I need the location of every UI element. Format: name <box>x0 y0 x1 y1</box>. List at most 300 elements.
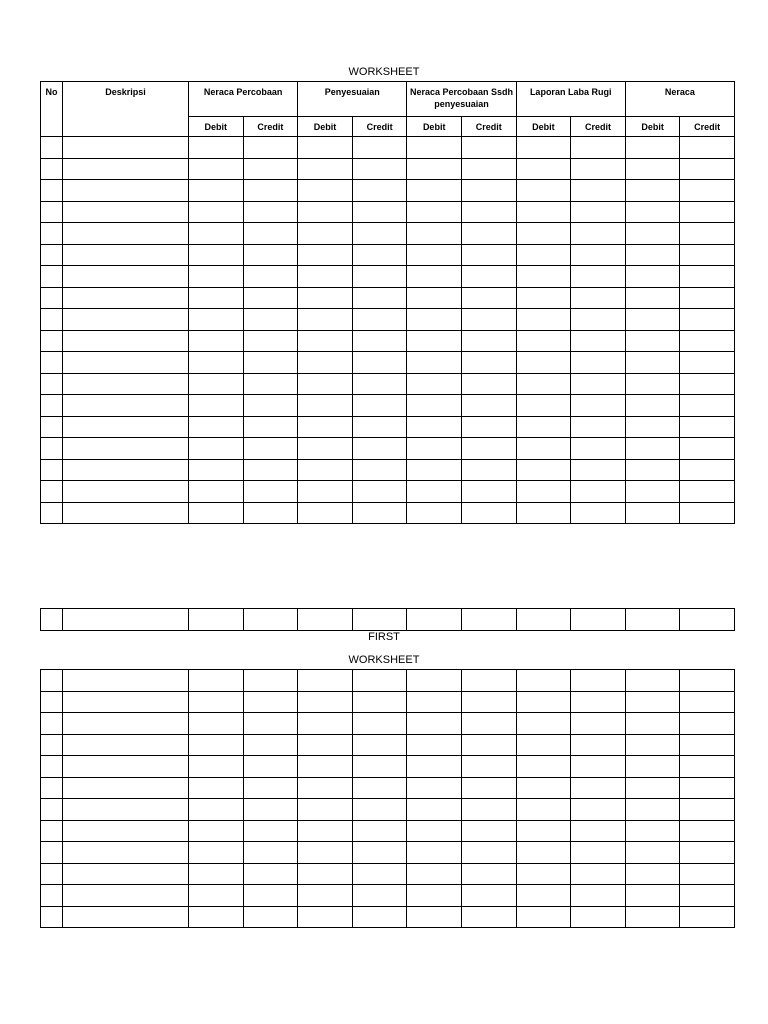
table-cell <box>571 223 626 245</box>
table-cell <box>63 734 189 756</box>
table-cell <box>461 609 516 631</box>
header-penyesuaian: Penyesuaian <box>298 82 407 117</box>
table-cell <box>571 906 626 928</box>
table-cell <box>516 670 571 692</box>
table-cell <box>298 502 353 524</box>
table-cell <box>298 395 353 417</box>
table-cell <box>352 609 407 631</box>
table-cell <box>680 799 735 821</box>
table-cell <box>189 842 244 864</box>
table-cell <box>189 670 244 692</box>
table-cell <box>189 777 244 799</box>
table-cell <box>243 734 298 756</box>
table-cell <box>352 459 407 481</box>
table-cell <box>352 734 407 756</box>
table-cell <box>352 266 407 288</box>
table-cell <box>625 799 680 821</box>
table-cell <box>298 777 353 799</box>
table-cell <box>41 670 63 692</box>
table-cell <box>189 820 244 842</box>
table-row <box>41 352 735 374</box>
table-cell <box>189 459 244 481</box>
table-cell <box>571 438 626 460</box>
table-cell <box>407 670 462 692</box>
table-cell <box>407 481 462 503</box>
table-cell <box>243 481 298 503</box>
table-cell <box>571 670 626 692</box>
table-cell <box>407 459 462 481</box>
header-credit: Credit <box>461 117 516 137</box>
table-cell <box>571 180 626 202</box>
table-cell <box>63 373 189 395</box>
table-cell <box>189 244 244 266</box>
table-cell <box>41 481 63 503</box>
table-cell <box>352 223 407 245</box>
table-cell <box>571 713 626 735</box>
table-row <box>41 201 735 223</box>
table-cell <box>680 713 735 735</box>
table-cell <box>461 180 516 202</box>
header-neraca-percobaan-ssdh: Neraca Percobaan Ssdh penyesuaian <box>407 82 516 117</box>
table-cell <box>243 373 298 395</box>
table-cell <box>352 395 407 417</box>
header-debit: Debit <box>516 117 571 137</box>
table-cell <box>516 201 571 223</box>
table-cell <box>571 352 626 374</box>
table-cell <box>625 691 680 713</box>
table-cell <box>41 309 63 331</box>
table-cell <box>41 201 63 223</box>
table-cell <box>625 820 680 842</box>
table-cell <box>63 777 189 799</box>
table-cell <box>571 201 626 223</box>
table-cell <box>625 734 680 756</box>
table-cell <box>571 691 626 713</box>
table-row <box>41 416 735 438</box>
table-cell <box>298 459 353 481</box>
table-cell <box>298 309 353 331</box>
table-cell <box>571 842 626 864</box>
table-cell <box>625 756 680 778</box>
table-cell <box>352 137 407 159</box>
table-row <box>41 459 735 481</box>
table-cell <box>298 201 353 223</box>
table-cell <box>461 352 516 374</box>
table-cell <box>407 287 462 309</box>
table-cell <box>461 416 516 438</box>
table-cell <box>461 691 516 713</box>
table-cell <box>298 863 353 885</box>
worksheet-table-bottom <box>40 669 735 928</box>
table-cell <box>625 459 680 481</box>
table-cell <box>571 330 626 352</box>
table-cell <box>352 481 407 503</box>
table-cell <box>243 756 298 778</box>
table-row <box>41 820 735 842</box>
table-cell <box>407 223 462 245</box>
table-cell <box>189 438 244 460</box>
table-cell <box>189 309 244 331</box>
table-cell <box>41 502 63 524</box>
table-cell <box>243 863 298 885</box>
table-cell <box>189 416 244 438</box>
table-row <box>41 502 735 524</box>
table-cell <box>625 352 680 374</box>
header-debit: Debit <box>298 117 353 137</box>
header-debit: Debit <box>625 117 680 137</box>
table-cell <box>461 395 516 417</box>
table-cell <box>352 691 407 713</box>
table-cell <box>243 842 298 864</box>
table-row <box>41 266 735 288</box>
table-cell <box>41 352 63 374</box>
table-cell <box>243 670 298 692</box>
table-cell <box>571 244 626 266</box>
table-cell <box>352 863 407 885</box>
table-cell <box>625 906 680 928</box>
table-cell <box>516 244 571 266</box>
table-cell <box>571 416 626 438</box>
table-cell <box>243 885 298 907</box>
table-cell <box>571 158 626 180</box>
table-cell <box>407 373 462 395</box>
table-row <box>41 713 735 735</box>
header-neraca-percobaan: Neraca Percobaan <box>189 82 298 117</box>
table-cell <box>407 395 462 417</box>
table-cell <box>189 395 244 417</box>
table-cell <box>461 158 516 180</box>
table-cell <box>571 609 626 631</box>
table-cell <box>41 713 63 735</box>
table-cell <box>243 352 298 374</box>
table-cell <box>407 691 462 713</box>
table-cell <box>625 287 680 309</box>
table-cell <box>407 309 462 331</box>
table-cell <box>625 223 680 245</box>
table-cell <box>352 756 407 778</box>
table-row <box>41 330 735 352</box>
table-cell <box>298 734 353 756</box>
table-row <box>41 287 735 309</box>
table-cell <box>407 799 462 821</box>
table-row <box>41 481 735 503</box>
table-cell <box>461 670 516 692</box>
table-cell <box>63 885 189 907</box>
header-credit: Credit <box>243 117 298 137</box>
table-cell <box>189 734 244 756</box>
table-cell <box>516 180 571 202</box>
table-cell <box>680 670 735 692</box>
table-cell <box>41 756 63 778</box>
table-cell <box>571 287 626 309</box>
table-cell <box>680 842 735 864</box>
table-cell <box>189 906 244 928</box>
table-cell <box>680 244 735 266</box>
table-cell <box>461 713 516 735</box>
table-cell <box>516 481 571 503</box>
table-cell <box>189 201 244 223</box>
table-cell <box>63 244 189 266</box>
table-cell <box>243 799 298 821</box>
table-row <box>41 373 735 395</box>
table-cell <box>243 438 298 460</box>
table-cell <box>298 416 353 438</box>
table-row <box>41 137 735 159</box>
table-cell <box>189 352 244 374</box>
table-cell <box>680 266 735 288</box>
table-cell <box>680 481 735 503</box>
table-cell <box>407 180 462 202</box>
table-cell <box>680 416 735 438</box>
table-cell <box>625 481 680 503</box>
table-cell <box>407 438 462 460</box>
table-cell <box>298 820 353 842</box>
table-cell <box>625 180 680 202</box>
table-cell <box>407 330 462 352</box>
table-cell <box>571 266 626 288</box>
table-cell <box>516 395 571 417</box>
header-laporan-laba-rugi: Laporan Laba Rugi <box>516 82 625 117</box>
table-cell <box>680 459 735 481</box>
table-cell <box>189 863 244 885</box>
table-cell <box>625 777 680 799</box>
table-cell <box>41 777 63 799</box>
worksheet-table-single-row <box>40 608 735 631</box>
table-cell <box>407 137 462 159</box>
table-cell <box>461 309 516 331</box>
table-cell <box>680 734 735 756</box>
table-cell <box>298 713 353 735</box>
table-cell <box>243 459 298 481</box>
table-cell <box>352 885 407 907</box>
table-cell <box>41 885 63 907</box>
table-cell <box>461 223 516 245</box>
worksheet-table-main <box>40 81 735 524</box>
table-cell <box>625 158 680 180</box>
table-cell <box>461 373 516 395</box>
table-row <box>41 223 735 245</box>
table-row <box>41 691 735 713</box>
table-cell <box>298 842 353 864</box>
table-cell <box>571 756 626 778</box>
table-cell <box>41 395 63 417</box>
table-cell <box>41 863 63 885</box>
table-cell <box>298 691 353 713</box>
table-cell <box>189 158 244 180</box>
table-cell <box>461 799 516 821</box>
table-cell <box>571 863 626 885</box>
table-cell <box>298 287 353 309</box>
table-cell <box>680 691 735 713</box>
table-cell <box>516 609 571 631</box>
table-row <box>41 842 735 864</box>
table-cell <box>461 481 516 503</box>
table-cell <box>625 863 680 885</box>
table-cell <box>407 201 462 223</box>
table-cell <box>516 777 571 799</box>
table-cell <box>680 438 735 460</box>
table-cell <box>407 244 462 266</box>
table-cell <box>243 502 298 524</box>
header-debit: Debit <box>189 117 244 137</box>
table-row <box>41 180 735 202</box>
table-cell <box>461 201 516 223</box>
table-cell <box>41 906 63 928</box>
table-cell <box>63 906 189 928</box>
table-cell <box>625 137 680 159</box>
table-cell <box>407 863 462 885</box>
header-no: No <box>41 82 63 137</box>
table-cell <box>298 266 353 288</box>
table-cell <box>680 863 735 885</box>
table-cell <box>625 502 680 524</box>
table-cell <box>516 158 571 180</box>
table-cell <box>516 266 571 288</box>
table-cell <box>41 180 63 202</box>
table-cell <box>680 395 735 417</box>
table-cell <box>352 201 407 223</box>
table-cell <box>63 670 189 692</box>
table-cell <box>189 330 244 352</box>
table-cell <box>516 137 571 159</box>
table-cell <box>680 756 735 778</box>
table-cell <box>243 223 298 245</box>
table-cell <box>680 330 735 352</box>
table-cell <box>243 330 298 352</box>
table-cell <box>352 158 407 180</box>
table-cell <box>298 885 353 907</box>
table-cell <box>41 799 63 821</box>
table-cell <box>461 863 516 885</box>
table-cell <box>625 266 680 288</box>
table-cell <box>516 352 571 374</box>
table-cell <box>63 863 189 885</box>
table-cell <box>516 287 571 309</box>
table-cell <box>63 180 189 202</box>
table-cell <box>352 352 407 374</box>
table-cell <box>516 223 571 245</box>
table-cell <box>680 309 735 331</box>
table-cell <box>571 502 626 524</box>
table-cell <box>680 820 735 842</box>
table-cell <box>516 756 571 778</box>
table-cell <box>625 670 680 692</box>
table-cell <box>298 438 353 460</box>
table-cell <box>189 287 244 309</box>
table-cell <box>461 885 516 907</box>
table-cell <box>680 287 735 309</box>
table-cell <box>461 777 516 799</box>
table-cell <box>516 459 571 481</box>
table-cell <box>298 244 353 266</box>
table-cell <box>243 287 298 309</box>
table-cell <box>243 906 298 928</box>
table-cell <box>461 137 516 159</box>
table-cell <box>516 330 571 352</box>
table-cell <box>41 459 63 481</box>
table-cell <box>63 158 189 180</box>
table-cell <box>63 309 189 331</box>
header-neraca: Neraca <box>625 82 734 117</box>
header-credit: Credit <box>352 117 407 137</box>
table-row <box>41 438 735 460</box>
table-cell <box>41 438 63 460</box>
table-cell <box>298 180 353 202</box>
table-cell <box>189 137 244 159</box>
table-cell <box>63 820 189 842</box>
table-cell <box>298 481 353 503</box>
table-row <box>41 395 735 417</box>
table-cell <box>680 158 735 180</box>
table-cell <box>571 820 626 842</box>
table-cell <box>625 395 680 417</box>
table-cell <box>516 438 571 460</box>
table-cell <box>407 609 462 631</box>
table-cell <box>63 842 189 864</box>
table-row <box>41 756 735 778</box>
table-cell <box>243 609 298 631</box>
header-credit: Credit <box>680 117 735 137</box>
table-cell <box>625 330 680 352</box>
table-cell <box>461 244 516 266</box>
table-cell <box>63 330 189 352</box>
table-cell <box>352 244 407 266</box>
table-cell <box>63 438 189 460</box>
table-cell <box>63 713 189 735</box>
table-cell <box>516 885 571 907</box>
table-cell <box>189 713 244 735</box>
table-cell <box>680 906 735 928</box>
table-cell <box>407 885 462 907</box>
table-cell <box>461 906 516 928</box>
table-cell <box>298 799 353 821</box>
table-cell <box>298 158 353 180</box>
table-cell <box>516 734 571 756</box>
table-cell <box>189 180 244 202</box>
table-row <box>41 609 735 631</box>
table-cell <box>407 266 462 288</box>
table-cell <box>63 137 189 159</box>
table-row <box>41 158 735 180</box>
table-cell <box>516 820 571 842</box>
table-cell <box>625 885 680 907</box>
table-cell <box>298 756 353 778</box>
table-cell <box>63 799 189 821</box>
table-cell <box>571 481 626 503</box>
table-cell <box>41 287 63 309</box>
table-cell <box>243 395 298 417</box>
table-cell <box>243 777 298 799</box>
table-cell <box>352 820 407 842</box>
table-cell <box>243 820 298 842</box>
table-cell <box>243 416 298 438</box>
table-cell <box>516 416 571 438</box>
table-cell <box>407 352 462 374</box>
table-cell <box>407 906 462 928</box>
table-cell <box>63 201 189 223</box>
table-cell <box>625 201 680 223</box>
table-cell <box>41 842 63 864</box>
table-cell <box>352 373 407 395</box>
table-cell <box>461 438 516 460</box>
table-cell <box>461 820 516 842</box>
table-row <box>41 863 735 885</box>
table-cell <box>298 373 353 395</box>
table-cell <box>41 137 63 159</box>
table-cell <box>41 266 63 288</box>
table-cell <box>189 756 244 778</box>
table-cell <box>461 266 516 288</box>
